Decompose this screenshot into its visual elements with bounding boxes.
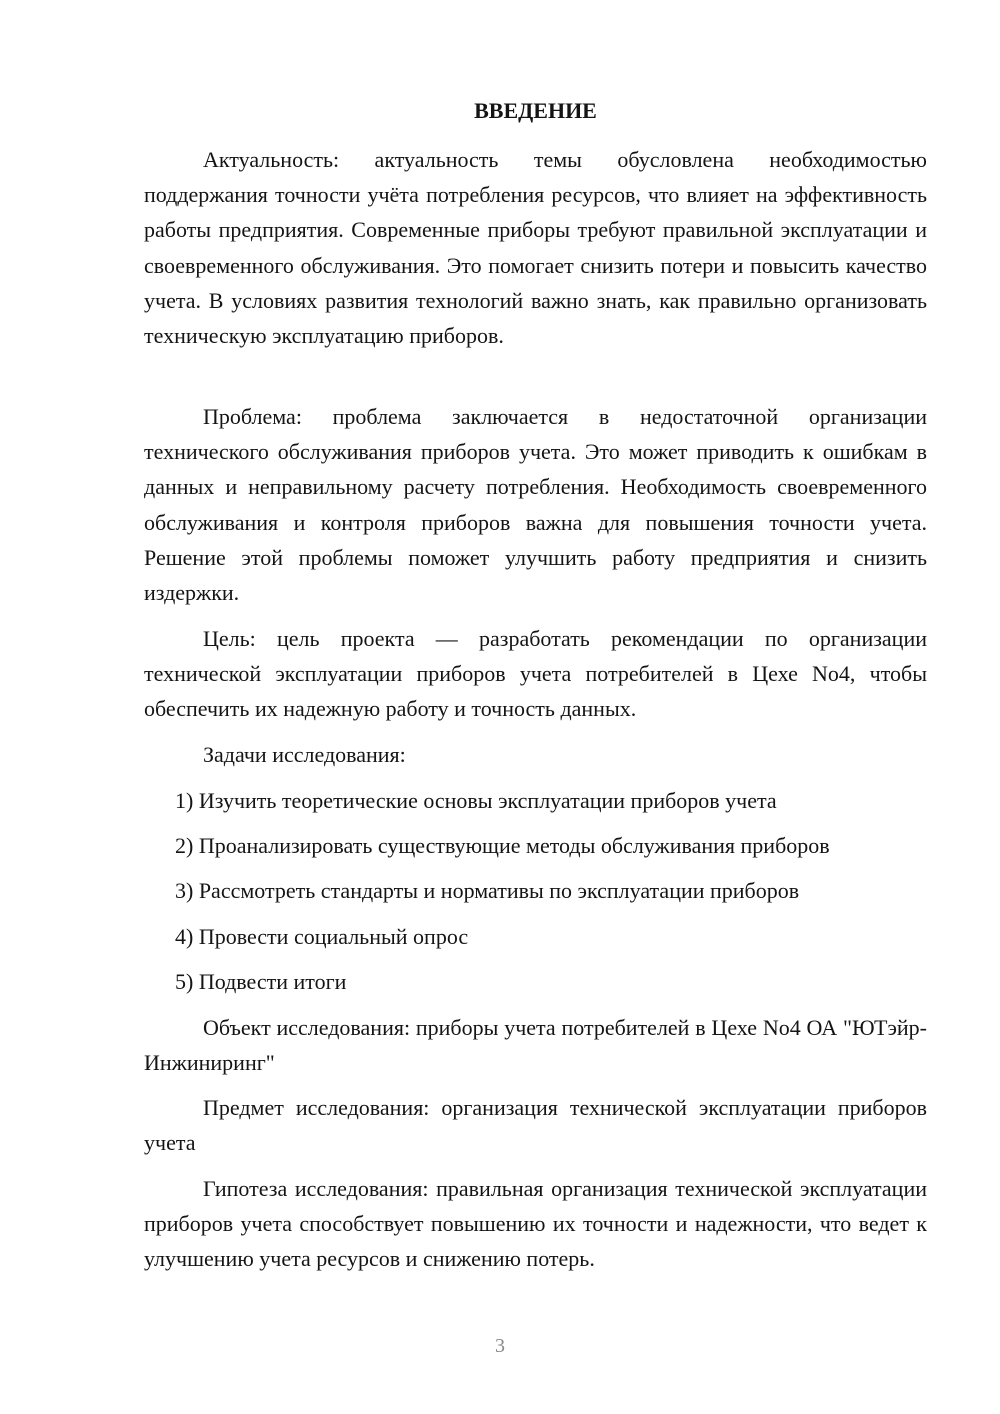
paragraph-goal: Цель: цель проекта — разработать рекомендации по организации технической эксплуатации приборов учета потребителей в Цехе No4, чтобы обеспечить их надежную работу и точность данных.: [144, 626, 927, 722]
task-item: 1) Изучить теоретические основы эксплуатации приборов учета: [175, 788, 777, 813]
paragraph-hypothesis: Гипотеза исследования: правильная организация технической эксплуатации приборов учета способствует повышению их точности и надежности, что ведет к улучшению учета ресурсов и снижению потерь.: [144, 1176, 927, 1272]
task-item: 5) Подвести итоги: [175, 969, 347, 994]
paragraph-object: Объект исследования: приборы учета потребителей в Цехе No4 ОА "ЮТэйр-Инжиниринг": [144, 1015, 927, 1076]
task-item: 2) Проанализировать существующие методы обслуживания приборов: [175, 833, 830, 858]
task-item: 3) Рассмотреть стандарты и нормативы по эксплуатации приборов: [175, 878, 800, 903]
paragraph-subject: Предмет исследования: организация технической эксплуатации приборов учета: [144, 1095, 927, 1156]
paragraph-relevance: Актуальность: актуальность темы обусловлена необходимостью поддержания точности учёта потребления ресурсов, что влияет на эффективность работы предприятия. Современные приборы требуют правильной эксплуатации и своевременного обслуживания. Это помогает снизить потери и повысить качество учета. В условиях развития технологий важно знать, как правильно организовать техническую эксплуатацию приборов.: [144, 147, 927, 349]
paragraph-problem: Проблема: проблема заключается в недостаточной организации технического обслуживания приборов учета. Это может приводить к ошибкам в данных и неправильному расчету потребления. Необходимость своевременного обслуживания и контроля приборов важна для повышения точности учета. Решение этой проблемы поможет улучшить работу предприятия и снизить издержки.: [144, 404, 927, 606]
tasks-heading: Задачи исследования:: [203, 742, 406, 767]
page-number: 3: [495, 1335, 505, 1357]
task-item: 4) Провести социальный опрос: [175, 924, 469, 949]
page-title: ВВЕДЕНИЕ: [474, 98, 597, 123]
